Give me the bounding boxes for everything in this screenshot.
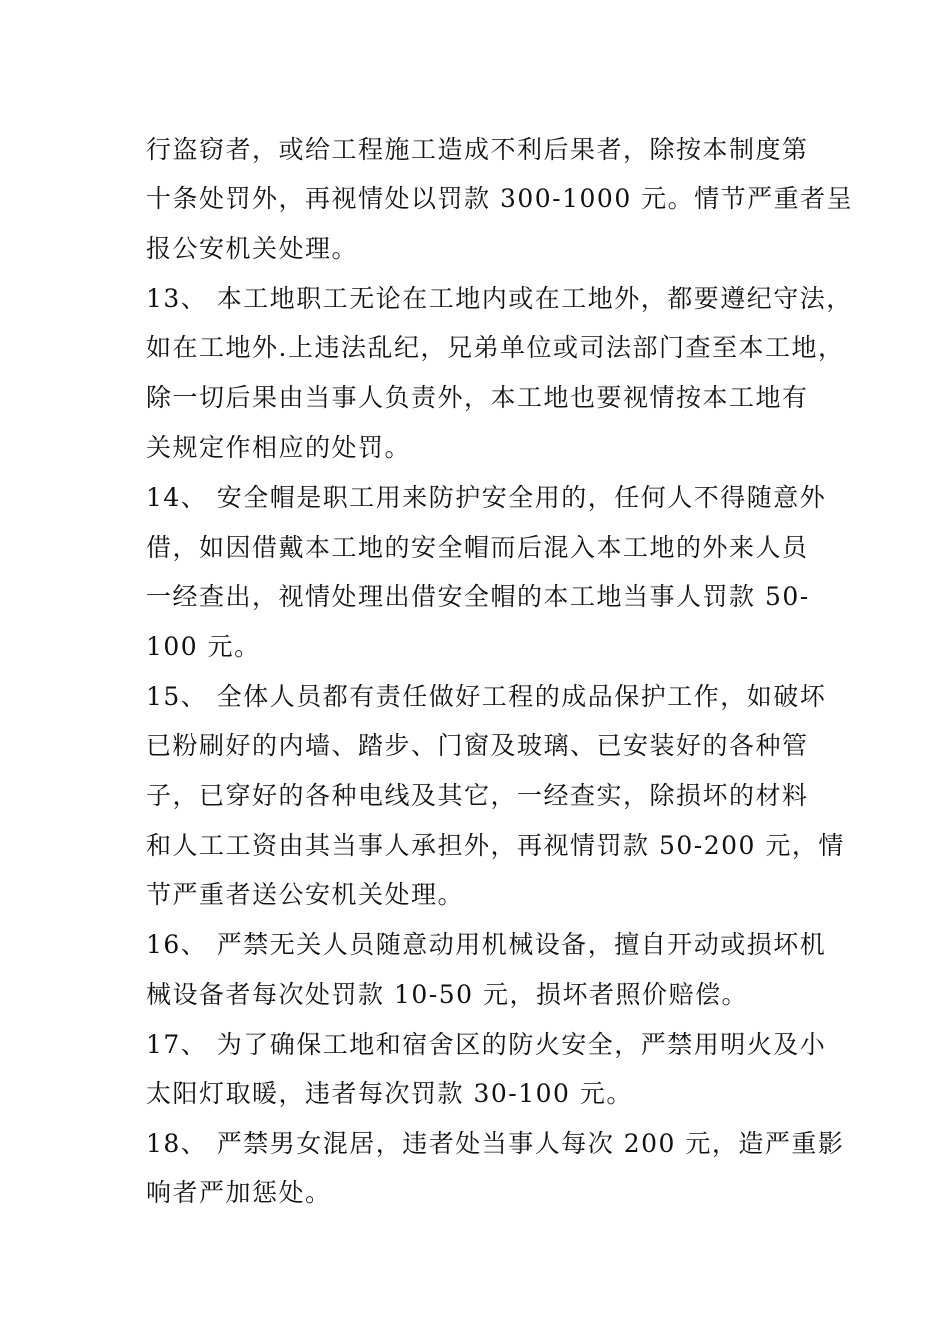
text-line: 十条处罚外，再视情处以罚款 300-1000 元。情节严重者呈 bbox=[146, 184, 854, 213]
text-line: 关规定作相应的处罚。 bbox=[146, 433, 412, 462]
text-line: 节严重者送公安机关处理。 bbox=[146, 880, 465, 909]
text-line: 除一切后果由当事人负责外，本工地也要视情按本工地有 bbox=[146, 383, 809, 412]
rule-16-line: 16、 严禁无关人员随意动用机械设备，擅自开动或损坏机 bbox=[146, 930, 827, 959]
rule-18-line: 18、 严禁男女混居，违者处当事人每次 200 元，造严重影 bbox=[146, 1129, 845, 1158]
text-line: 太阳灯取暖，违者每次罚款 30-100 元。 bbox=[146, 1079, 633, 1108]
text-line: 100 元。 bbox=[146, 632, 261, 661]
rule-14-line: 14、 安全帽是职工用来防护安全用的，任何人不得随意外 bbox=[146, 483, 827, 512]
text-line: 一经查出，视情处理出借安全帽的本工地当事人罚款 50- bbox=[146, 582, 810, 611]
text-line: 行盗窃者，或给工程施工造成不利后果者，除按本制度第 bbox=[146, 135, 809, 164]
text-line: 械设备者每次处罚款 10-50 元，损坏者照价赔偿。 bbox=[146, 980, 748, 1009]
text-line: 子，已穿好的各种电线及其它，一经查实，除损坏的材料 bbox=[146, 781, 809, 810]
text-line: 报公安机关处理。 bbox=[146, 234, 359, 263]
rule-17-line: 17、 为了确保工地和宿舍区的防火安全，严禁用明火及小 bbox=[146, 1030, 827, 1059]
text-line: 已粉刷好的内墙、踏步、门窗及玻璃、已安装好的各种管 bbox=[146, 731, 809, 760]
rule-13-line: 13、 本工地职工无论在工地内或在工地外，都要遵纪守法， bbox=[146, 284, 853, 313]
rule-15-line: 15、 全体人员都有责任做好工程的成品保护工作，如破坏 bbox=[146, 682, 827, 711]
text-line: 如在工地外.上违法乱纪，兄弟单位或司法部门查至本工地， bbox=[146, 333, 845, 362]
text-line: 响者严加惩处。 bbox=[146, 1178, 332, 1207]
text-line: 借，如因借戴本工地的安全帽而后混入本工地的外来人员 bbox=[146, 533, 809, 562]
text-line: 和人工工资由其当事人承担外，再视情罚款 50-200 元，情 bbox=[146, 831, 845, 860]
